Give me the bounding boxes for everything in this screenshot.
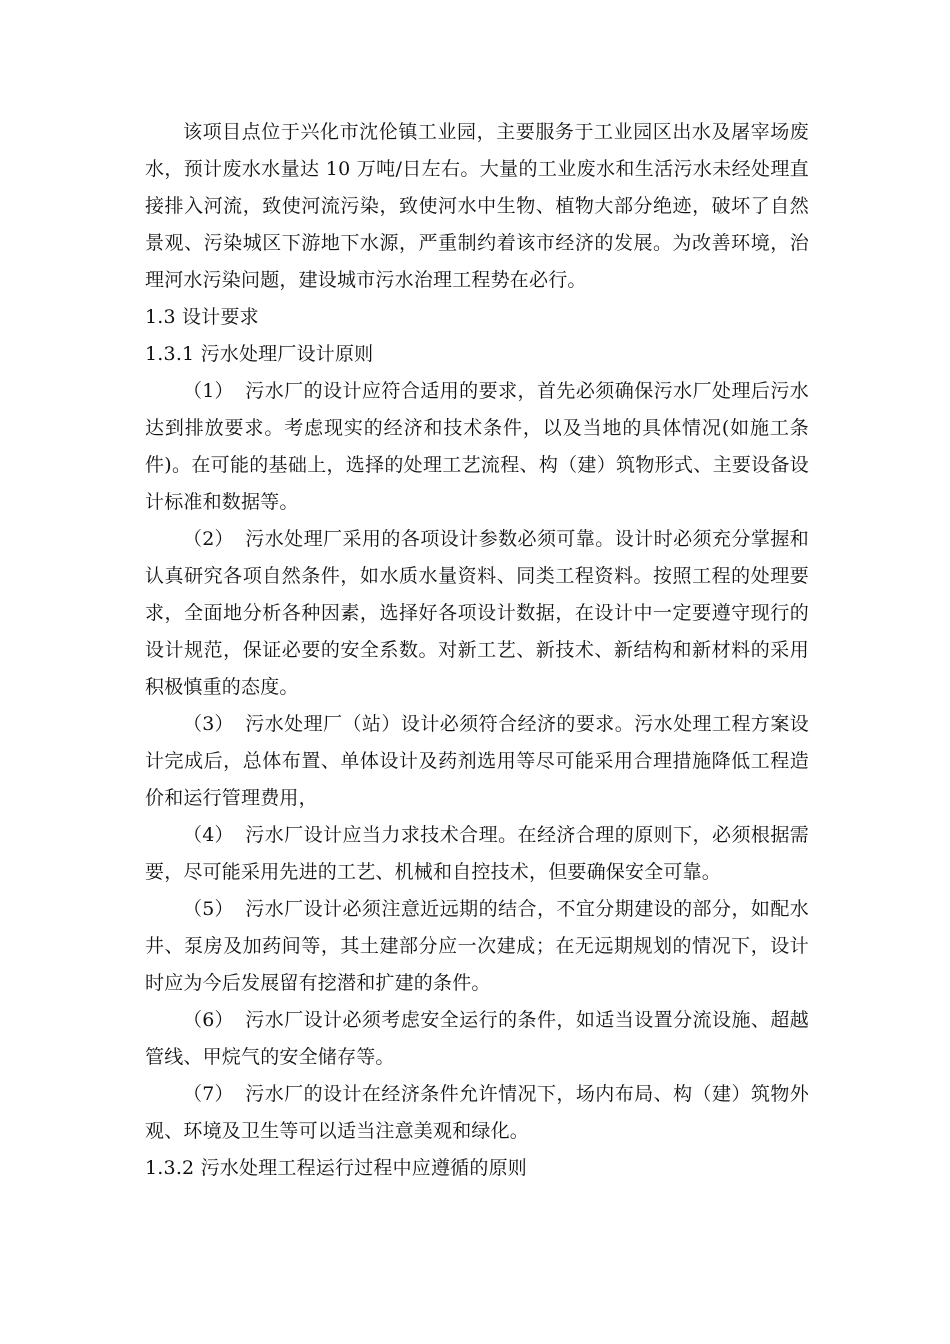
principle-text: 污水处理厂采用的各项设计参数必须可靠。设计时必须充分掌握和认真研究各项自然条件，如水质水量资料、同类工程资料。按照工程的处理要求，全面地分析各种因素，选择好各项设计数据，在设计中一定要遵守现行的设计规范，保证必要的安全系数。对新工艺、新技术、新结构和新材料的采用积极慎重的态度。 <box>145 528 809 698</box>
principle-text: 污水厂设计必须考虑安全运行的条件，如适当设置分流设施、超越管线、甲烷气的安全储存等。 <box>145 1009 809 1068</box>
principle-item-7 <box>145 1076 809 1150</box>
principle-text: 污水处理厂（站）设计必须符合经济的要求。污水处理工程方案设计完成后，总体布置、单体设计及药剂选用等尽可能采用合理措施降低工程造价和运行管理费用， <box>145 713 809 809</box>
principle-text: 污水厂的设计在经济条件允许情况下，场内布局、构（建）筑物外观、环境及卫生等可以适当注意美观和绿化。 <box>145 1083 809 1142</box>
section-heading-1-3-1: 1.3.1 污水处理厂设计原则 <box>145 343 374 365</box>
principle-item-4 <box>145 817 809 891</box>
principle-item-3 <box>145 706 809 817</box>
principle-item-2 <box>145 521 809 706</box>
principle-number: （4） <box>183 824 234 846</box>
principle-number: （5） <box>183 898 234 920</box>
intro-paragraph: 该项目点位于兴化市沈伦镇工业园，主要服务于工业园区出水及屠宰场废水，预计废水水量达 10 万吨/日左右。大量的工业废水和生活污水未经处理直接排入河流，致使河流污染，致使河水中生物、植物大部分绝迹，破坏了自然景观、污染城区下游地下水源，严重制约着该市经济的发展。为改善环境，治理河水污染问题，建设城市污水治理工程势在必行。 <box>145 121 809 291</box>
section-heading-1-3: 1.3 设计要求 <box>145 306 259 328</box>
principle-text: 污水厂设计必须注意近远期的结合，不宜分期建设的部分，如配水井、泵房及加药间等，其土建部分应一次建成；在无远期规划的情况下，设计时应为今后发展留有挖潜和扩建的条件。 <box>145 898 809 994</box>
principle-text: 污水厂的设计应符合适用的要求，首先必须确保污水厂处理后污水达到排放要求。考虑现实的经济和技术条件，以及当地的具体情况(如施工条件)。在可能的基础上，选择的处理工艺流程、构（建）筑物形式、主要设备设计标准和数据等。 <box>145 380 809 513</box>
principle-item-1 <box>145 373 809 521</box>
principle-number: （7） <box>183 1083 234 1105</box>
section-heading-1-3-2: 1.3.2 污水处理工程运行过程中应遵循的原则 <box>145 1157 527 1179</box>
principle-number: （6） <box>183 1009 234 1031</box>
principle-number: （3） <box>183 713 234 735</box>
principle-text: 污水厂设计应当力求技术合理。在经济合理的原则下，必须根据需要，尽可能采用先进的工艺、机械和自控技术，但要确保安全可靠。 <box>145 824 809 883</box>
principle-item-5 <box>145 891 809 1002</box>
principle-item-6 <box>145 1002 809 1076</box>
principle-number: （2） <box>183 528 234 550</box>
document-body <box>145 114 809 1187</box>
principle-number: （1） <box>183 380 234 402</box>
